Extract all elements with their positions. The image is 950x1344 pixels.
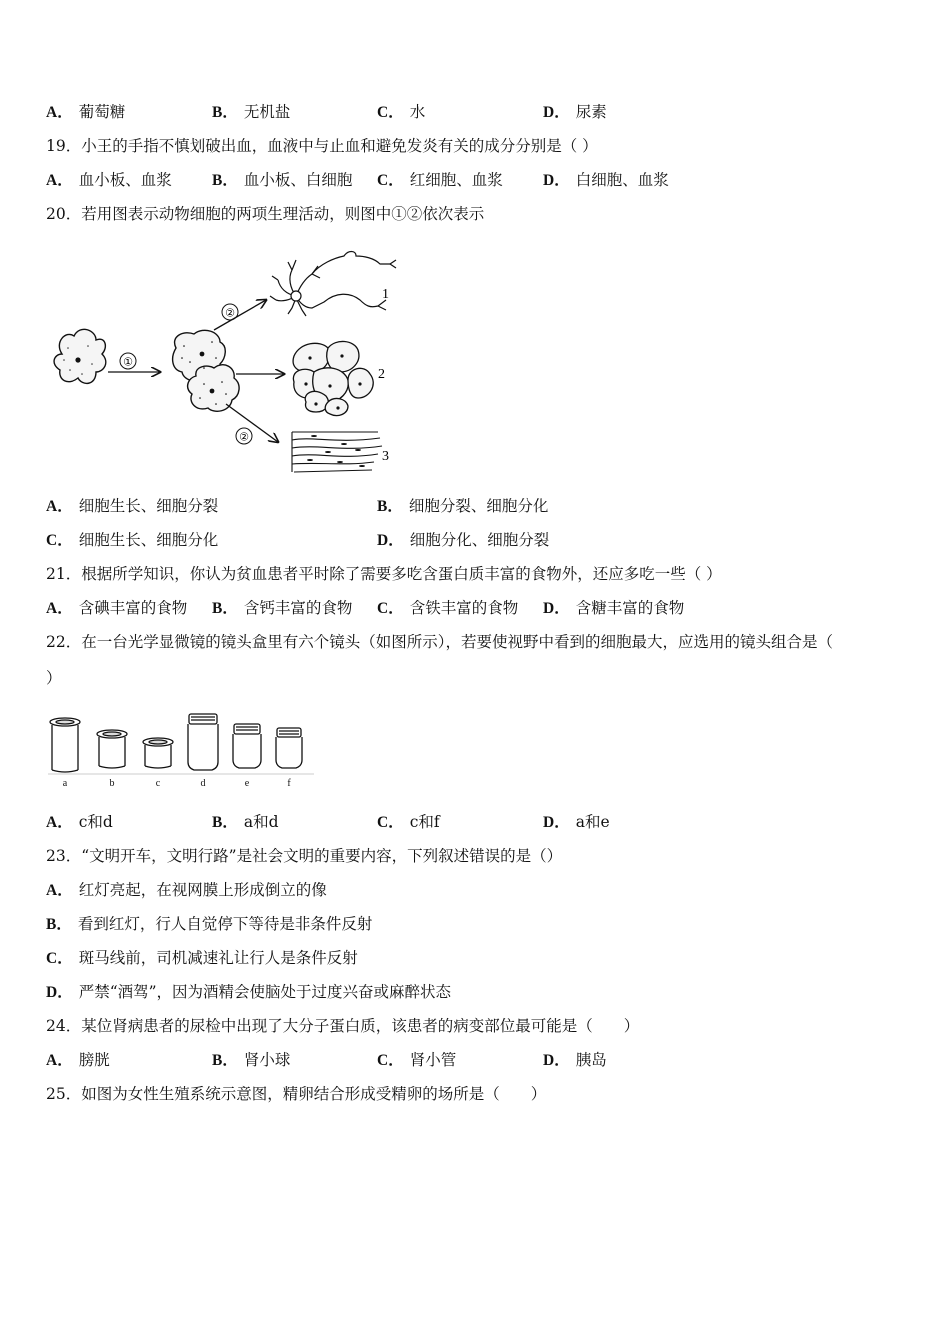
lens-figure <box>44 710 324 790</box>
q21-option-c[interactable]: C． 含铁丰富的食物 <box>377 599 519 617</box>
step2-label-top: ② <box>225 307 235 320</box>
q21-option-a[interactable]: A． 含碘丰富的食物 <box>46 599 188 617</box>
q18-option-a[interactable]: A． 葡萄糖 <box>46 103 126 121</box>
q19-option-a[interactable]: A． 血小板、血浆 <box>46 171 172 189</box>
q23-stem: 23．“文明开车，文明行路”是社会文明的重要内容，下列叙述错误的是（） <box>46 847 563 865</box>
q21-stem: 21．根据所学知识，你认为贫血患者平时除了需要多吃含蛋白质丰富的食物外，还应多吃一些（ ） <box>46 565 722 583</box>
q24-option-d[interactable]: D． 胰岛 <box>543 1051 607 1069</box>
q23-option-a[interactable]: A． 红灯亮起，在视网膜上形成倒立的像 <box>46 881 327 899</box>
lens-label-d: d <box>200 778 206 789</box>
q20-option-d[interactable]: D． 细胞分化、细胞分裂 <box>377 531 550 549</box>
step1-label: ① <box>123 356 133 369</box>
label-1: 1 <box>382 287 389 302</box>
lens-d <box>188 714 218 770</box>
q19-option-b[interactable]: B． 血小板、白细胞 <box>212 171 353 189</box>
q23-option-d[interactable]: D． 严禁“酒驾”，因为酒精会使脑处于过度兴奋或麻醉状态 <box>46 983 452 1001</box>
q20-option-a[interactable]: A． 细胞生长、细胞分裂 <box>46 497 219 515</box>
neuron <box>270 252 396 317</box>
cell-diagram <box>44 236 404 484</box>
label-2: 2 <box>378 367 385 382</box>
original-cell <box>54 329 106 383</box>
q19-stem: 19．小王的手指不慎划破出血，血液中与止血和避免发炎有关的成分分别是（ ） <box>46 137 598 155</box>
lens-label-c: c <box>155 778 161 789</box>
lens-b <box>97 730 127 768</box>
q21-option-d[interactable]: D． 含糖丰富的食物 <box>543 599 685 617</box>
q24-option-c[interactable]: C． 肾小管 <box>377 1051 457 1069</box>
q22-option-c[interactable]: C． c和f <box>377 813 440 831</box>
q24-option-a[interactable]: A． 膀胱 <box>46 1051 110 1069</box>
q19-option-d[interactable]: D． 白细胞、血浆 <box>543 171 669 189</box>
lens-e <box>233 724 261 768</box>
q22-option-b[interactable]: B． a和d <box>212 813 279 831</box>
q19-option-c[interactable]: C． 红细胞、血浆 <box>377 171 503 189</box>
q20-option-b[interactable]: B． 细胞分裂、细胞分化 <box>377 497 549 515</box>
lens-label-a: a <box>62 778 68 789</box>
q22-stem: 22．在一台光学显微镜的镜头盒里有六个镜头（如图所示），若要使视野中看到的细胞最大，应选用的镜头组合是（ <box>46 633 833 651</box>
q18-option-c[interactable]: C． 水 <box>377 103 426 121</box>
q23-option-b[interactable]: B． 看到红灯，行人自觉停下等待是非条件反射 <box>46 915 373 933</box>
lens-label-e: e <box>244 778 250 789</box>
q24-option-b[interactable]: B． 肾小球 <box>212 1051 291 1069</box>
q18-option-d[interactable]: D． 尿素 <box>543 103 607 121</box>
lens-a <box>50 718 80 772</box>
lens-label-b: b <box>109 778 115 789</box>
q22-stem-end: ） <box>46 669 62 687</box>
q24-stem: 24．某位肾病患者的尿检中出现了大分子蛋白质，该患者的病变部位最可能是（ ） <box>46 1017 640 1035</box>
dividing-cells <box>173 330 239 411</box>
q21-option-b[interactable]: B． 含钙丰富的食物 <box>212 599 353 617</box>
q22-option-a[interactable]: A． c和d <box>46 813 113 831</box>
label-3: 3 <box>382 449 389 464</box>
q20-option-c[interactable]: C． 细胞生长、细胞分化 <box>46 531 219 549</box>
lens-label-f: f <box>287 778 291 789</box>
lens-f <box>276 728 302 768</box>
lens-c <box>143 738 173 768</box>
epithelial-cells <box>293 341 373 415</box>
q25-stem: 25．如图为女性生殖系统示意图，精卵结合形成受精卵的场所是（ ） <box>46 1085 547 1103</box>
q23-option-c[interactable]: C． 斑马线前，司机减速礼让行人是条件反射 <box>46 949 358 967</box>
q20-stem: 20．若用图表示动物细胞的两项生理活动，则图中①②依次表示 <box>46 205 485 223</box>
q18-option-b[interactable]: B． 无机盐 <box>212 103 291 121</box>
step2-label-bottom: ② <box>239 431 249 444</box>
q22-option-d[interactable]: D． a和e <box>543 813 610 831</box>
muscle-fibers <box>292 432 382 472</box>
